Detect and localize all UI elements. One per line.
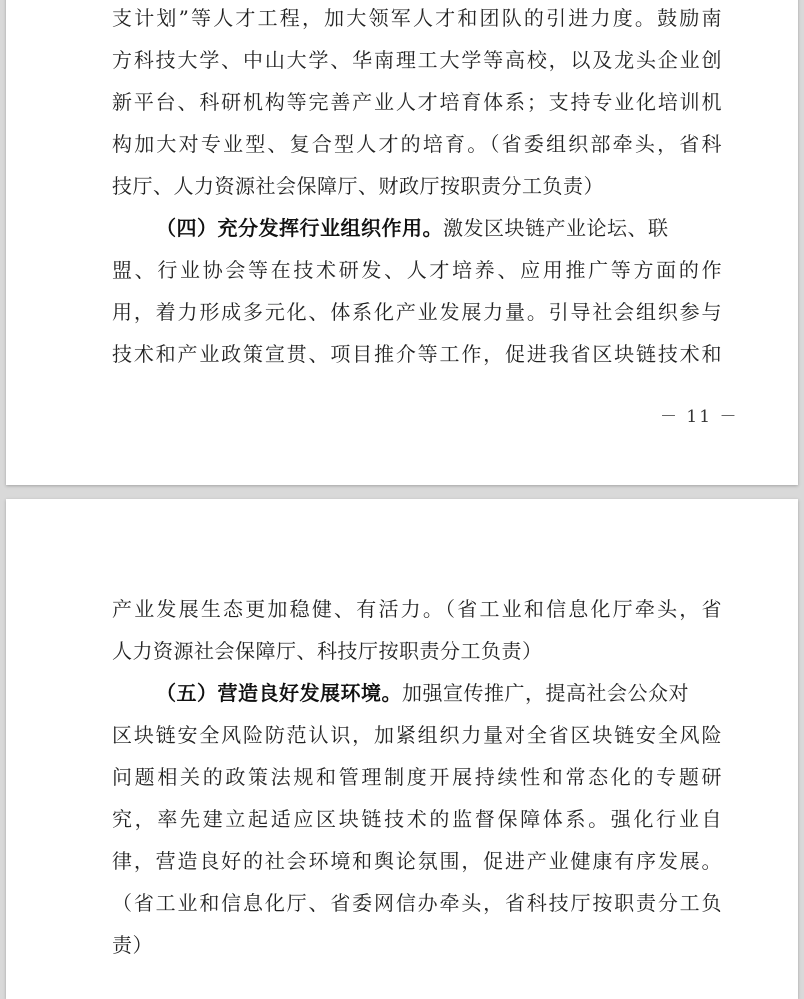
section-4-heading: （四）充分发挥行业组织作用。	[156, 216, 443, 240]
paragraph-line: 用，着力形成多元化、体系化产业发展力量。引导社会组织参与	[112, 300, 722, 324]
section-5-text: 加强宣传推广，提高社会公众对	[402, 681, 689, 705]
paragraph-line: 构加大对专业型、复合型人才的培育。（省委组织部牵头，省科	[112, 132, 722, 156]
paragraph-line: 新平台、科研机构等完善产业人才培育体系；支持专业化培训机	[112, 90, 722, 114]
section-4-text: 激发区块链产业论坛、联	[443, 216, 669, 240]
document-page-12	[6, 499, 798, 999]
paragraph-line: 究，率先建立起适应区块链技术的监督保障体系。强化行业自	[112, 807, 722, 831]
paragraph-line: 盟、行业协会等在技术研发、人才培养、应用推广等方面的作	[112, 258, 722, 282]
paragraph-line: 人力资源社会保障厅、科技厅按职责分工负责）	[112, 639, 543, 663]
paragraph-line: 问题相关的政策法规和管理制度开展持续性和常态化的专题研	[112, 765, 722, 789]
paragraph-line: 责）	[112, 933, 153, 957]
paragraph-line: 区块链安全风险防范认识，加紧组织力量对全省区块链安全风险	[112, 723, 722, 747]
paragraph-line: 技术和产业政策宣贯、项目推介等工作，促进我省区块链技术和	[112, 342, 722, 366]
paragraph-line: 方科技大学、中山大学、华南理工大学等高校，以及龙头企业创	[112, 48, 722, 72]
paragraph-line: 技厅、人力资源社会保障厅、财政厅按职责分工负责）	[112, 174, 604, 198]
paragraph-line: （省工业和信息化厅、省委网信办牵头，省科技厅按职责分工负	[112, 891, 722, 915]
section-5-heading: （五）营造良好发展环境。	[156, 681, 402, 705]
page-number: － 11 －	[660, 407, 739, 427]
document-page-11	[6, 0, 798, 485]
paragraph-line: 产业发展生态更加稳健、有活力。（省工业和信息化厅牵头，省	[112, 597, 722, 621]
section-4-first-line	[156, 214, 722, 242]
paragraph-line: 支计划”等人才工程，加大领军人才和团队的引进力度。鼓励南	[112, 6, 722, 30]
section-5-first-line	[156, 679, 722, 707]
paragraph-line: 律，营造良好的社会环境和舆论氛围，促进产业健康有序发展。	[112, 849, 722, 873]
